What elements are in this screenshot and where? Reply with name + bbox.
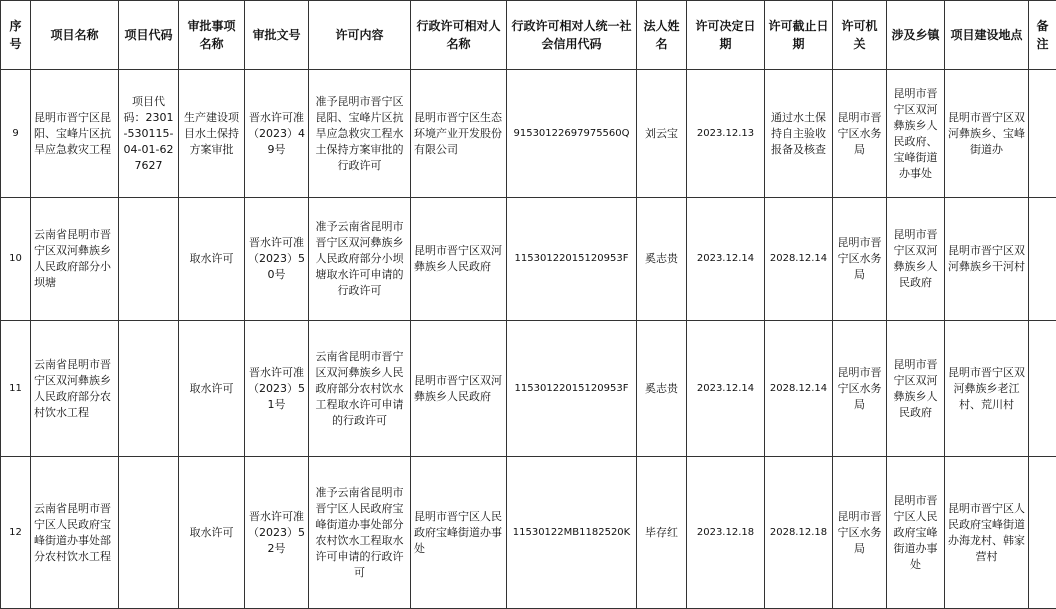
col-header-note: 备注 bbox=[1029, 1, 1056, 70]
cell-item: 取水许可 bbox=[179, 321, 245, 457]
cell-deadline: 2028.12.18 bbox=[765, 457, 833, 609]
table-row bbox=[1, 70, 1056, 198]
cell-docno: 晋水许可准（2023）51号 bbox=[245, 321, 309, 457]
cell-project: 云南省昆明市晋宁区双河彝族乡人民政府部分小坝塘 bbox=[31, 198, 119, 321]
cell-seq: 11 bbox=[1, 321, 31, 457]
cell-legal: 奚志贵 bbox=[637, 198, 687, 321]
cell-content: 准予云南省昆明市晋宁区人民政府宝峰街道办事处部分农村饮水工程取水许可申请的行政许可 bbox=[309, 457, 411, 609]
cell-docno: 晋水许可准（2023）49号 bbox=[245, 70, 309, 198]
cell-agency: 昆明市晋宁区水务局 bbox=[833, 198, 887, 321]
col-header-deadline: 许可截止日期 bbox=[765, 1, 833, 70]
cell-note bbox=[1029, 457, 1056, 609]
cell-party: 昆明市晋宁区双河彝族乡人民政府 bbox=[411, 321, 507, 457]
cell-content: 准予昆明市晋宁区昆阳、宝峰片区抗旱应急救灾工程水土保持方案审批的行政许可 bbox=[309, 70, 411, 198]
cell-content: 云南省昆明市晋宁区双河彝族乡人民政府部分农村饮水工程取水许可申请的行政许可 bbox=[309, 321, 411, 457]
cell-credit: 11530122015120953F bbox=[507, 198, 637, 321]
cell-party: 昆明市晋宁区人民政府宝峰街道办事处 bbox=[411, 457, 507, 609]
cell-date: 2023.12.14 bbox=[687, 198, 765, 321]
table-row bbox=[1, 321, 1056, 457]
col-header-site: 项目建设地点 bbox=[945, 1, 1029, 70]
cell-deadline: 2028.12.14 bbox=[765, 198, 833, 321]
cell-seq: 10 bbox=[1, 198, 31, 321]
cell-date: 2023.12.14 bbox=[687, 321, 765, 457]
cell-agency: 昆明市晋宁区水务局 bbox=[833, 321, 887, 457]
table-row bbox=[1, 457, 1056, 609]
col-header-legal: 法人姓名 bbox=[637, 1, 687, 70]
cell-project: 云南省昆明市晋宁区人民政府宝峰街道办事处部分农村饮水工程 bbox=[31, 457, 119, 609]
col-header-seq: 序号 bbox=[1, 1, 31, 70]
cell-town: 昆明市晋宁区双河彝族乡人民政府 bbox=[887, 198, 945, 321]
cell-legal: 奚志贵 bbox=[637, 321, 687, 457]
cell-seq: 12 bbox=[1, 457, 31, 609]
cell-site: 昆明市晋宁区双河彝族乡老江村、荒川村 bbox=[945, 321, 1029, 457]
cell-content: 准予云南省昆明市晋宁区双河彝族乡人民政府部分小坝塘取水许可申请的行政许可 bbox=[309, 198, 411, 321]
cell-town: 昆明市晋宁区人民政府宝峰街道办事处 bbox=[887, 457, 945, 609]
cell-note bbox=[1029, 198, 1056, 321]
col-header-town: 涉及乡镇 bbox=[887, 1, 945, 70]
cell-code bbox=[119, 198, 179, 321]
cell-town: 昆明市晋宁区双河彝族乡人民政府、宝峰街道办事处 bbox=[887, 70, 945, 198]
col-header-party: 行政许可相对人名称 bbox=[411, 1, 507, 70]
cell-date: 2023.12.18 bbox=[687, 457, 765, 609]
cell-credit: 91530122697975560Q bbox=[507, 70, 637, 198]
col-header-content: 许可内容 bbox=[309, 1, 411, 70]
cell-town: 昆明市晋宁区双河彝族乡人民政府 bbox=[887, 321, 945, 457]
cell-project: 昆明市晋宁区昆阳、宝峰片区抗旱应急救灾工程 bbox=[31, 70, 119, 198]
cell-agency: 昆明市晋宁区水务局 bbox=[833, 70, 887, 198]
cell-docno: 晋水许可准（2023）52号 bbox=[245, 457, 309, 609]
table-row bbox=[1, 198, 1056, 321]
cell-item: 取水许可 bbox=[179, 198, 245, 321]
cell-note bbox=[1029, 70, 1056, 198]
cell-seq: 9 bbox=[1, 70, 31, 198]
cell-credit: 11530122015120953F bbox=[507, 321, 637, 457]
cell-credit: 11530122MB1182520K bbox=[507, 457, 637, 609]
cell-code: 项目代码：2301-530115-04-01-627627 bbox=[119, 70, 179, 198]
col-header-date: 许可决定日期 bbox=[687, 1, 765, 70]
cell-party: 昆明市晋宁区生态环境产业开发股份有限公司 bbox=[411, 70, 507, 198]
cell-party: 昆明市晋宁区双河彝族乡人民政府 bbox=[411, 198, 507, 321]
cell-agency: 昆明市晋宁区水务局 bbox=[833, 457, 887, 609]
cell-item: 取水许可 bbox=[179, 457, 245, 609]
cell-legal: 毕存红 bbox=[637, 457, 687, 609]
cell-project: 云南省昆明市晋宁区双河彝族乡人民政府部分农村饮水工程 bbox=[31, 321, 119, 457]
cell-item: 生产建设项目水土保持方案审批 bbox=[179, 70, 245, 198]
col-header-item: 审批事项名称 bbox=[179, 1, 245, 70]
cell-deadline: 通过水土保持自主验收报备及核查 bbox=[765, 70, 833, 198]
cell-code bbox=[119, 321, 179, 457]
col-header-project: 项目名称 bbox=[31, 1, 119, 70]
col-header-agency: 许可机关 bbox=[833, 1, 887, 70]
header-row bbox=[1, 1, 1056, 70]
col-header-credit: 行政许可相对人统一社会信用代码 bbox=[507, 1, 637, 70]
cell-docno: 晋水许可准（2023）50号 bbox=[245, 198, 309, 321]
cell-note bbox=[1029, 321, 1056, 457]
cell-date: 2023.12.13 bbox=[687, 70, 765, 198]
cell-site: 昆明市晋宁区双河彝族乡干河村 bbox=[945, 198, 1029, 321]
cell-code bbox=[119, 457, 179, 609]
col-header-code: 项目代码 bbox=[119, 1, 179, 70]
cell-site: 昆明市晋宁区双河彝族乡、宝峰街道办 bbox=[945, 70, 1029, 198]
cell-site: 昆明市晋宁区人民政府宝峰街道办海龙村、韩家营村 bbox=[945, 457, 1029, 609]
col-header-docno: 审批文号 bbox=[245, 1, 309, 70]
cell-deadline: 2028.12.14 bbox=[765, 321, 833, 457]
cell-legal: 刘云宝 bbox=[637, 70, 687, 198]
